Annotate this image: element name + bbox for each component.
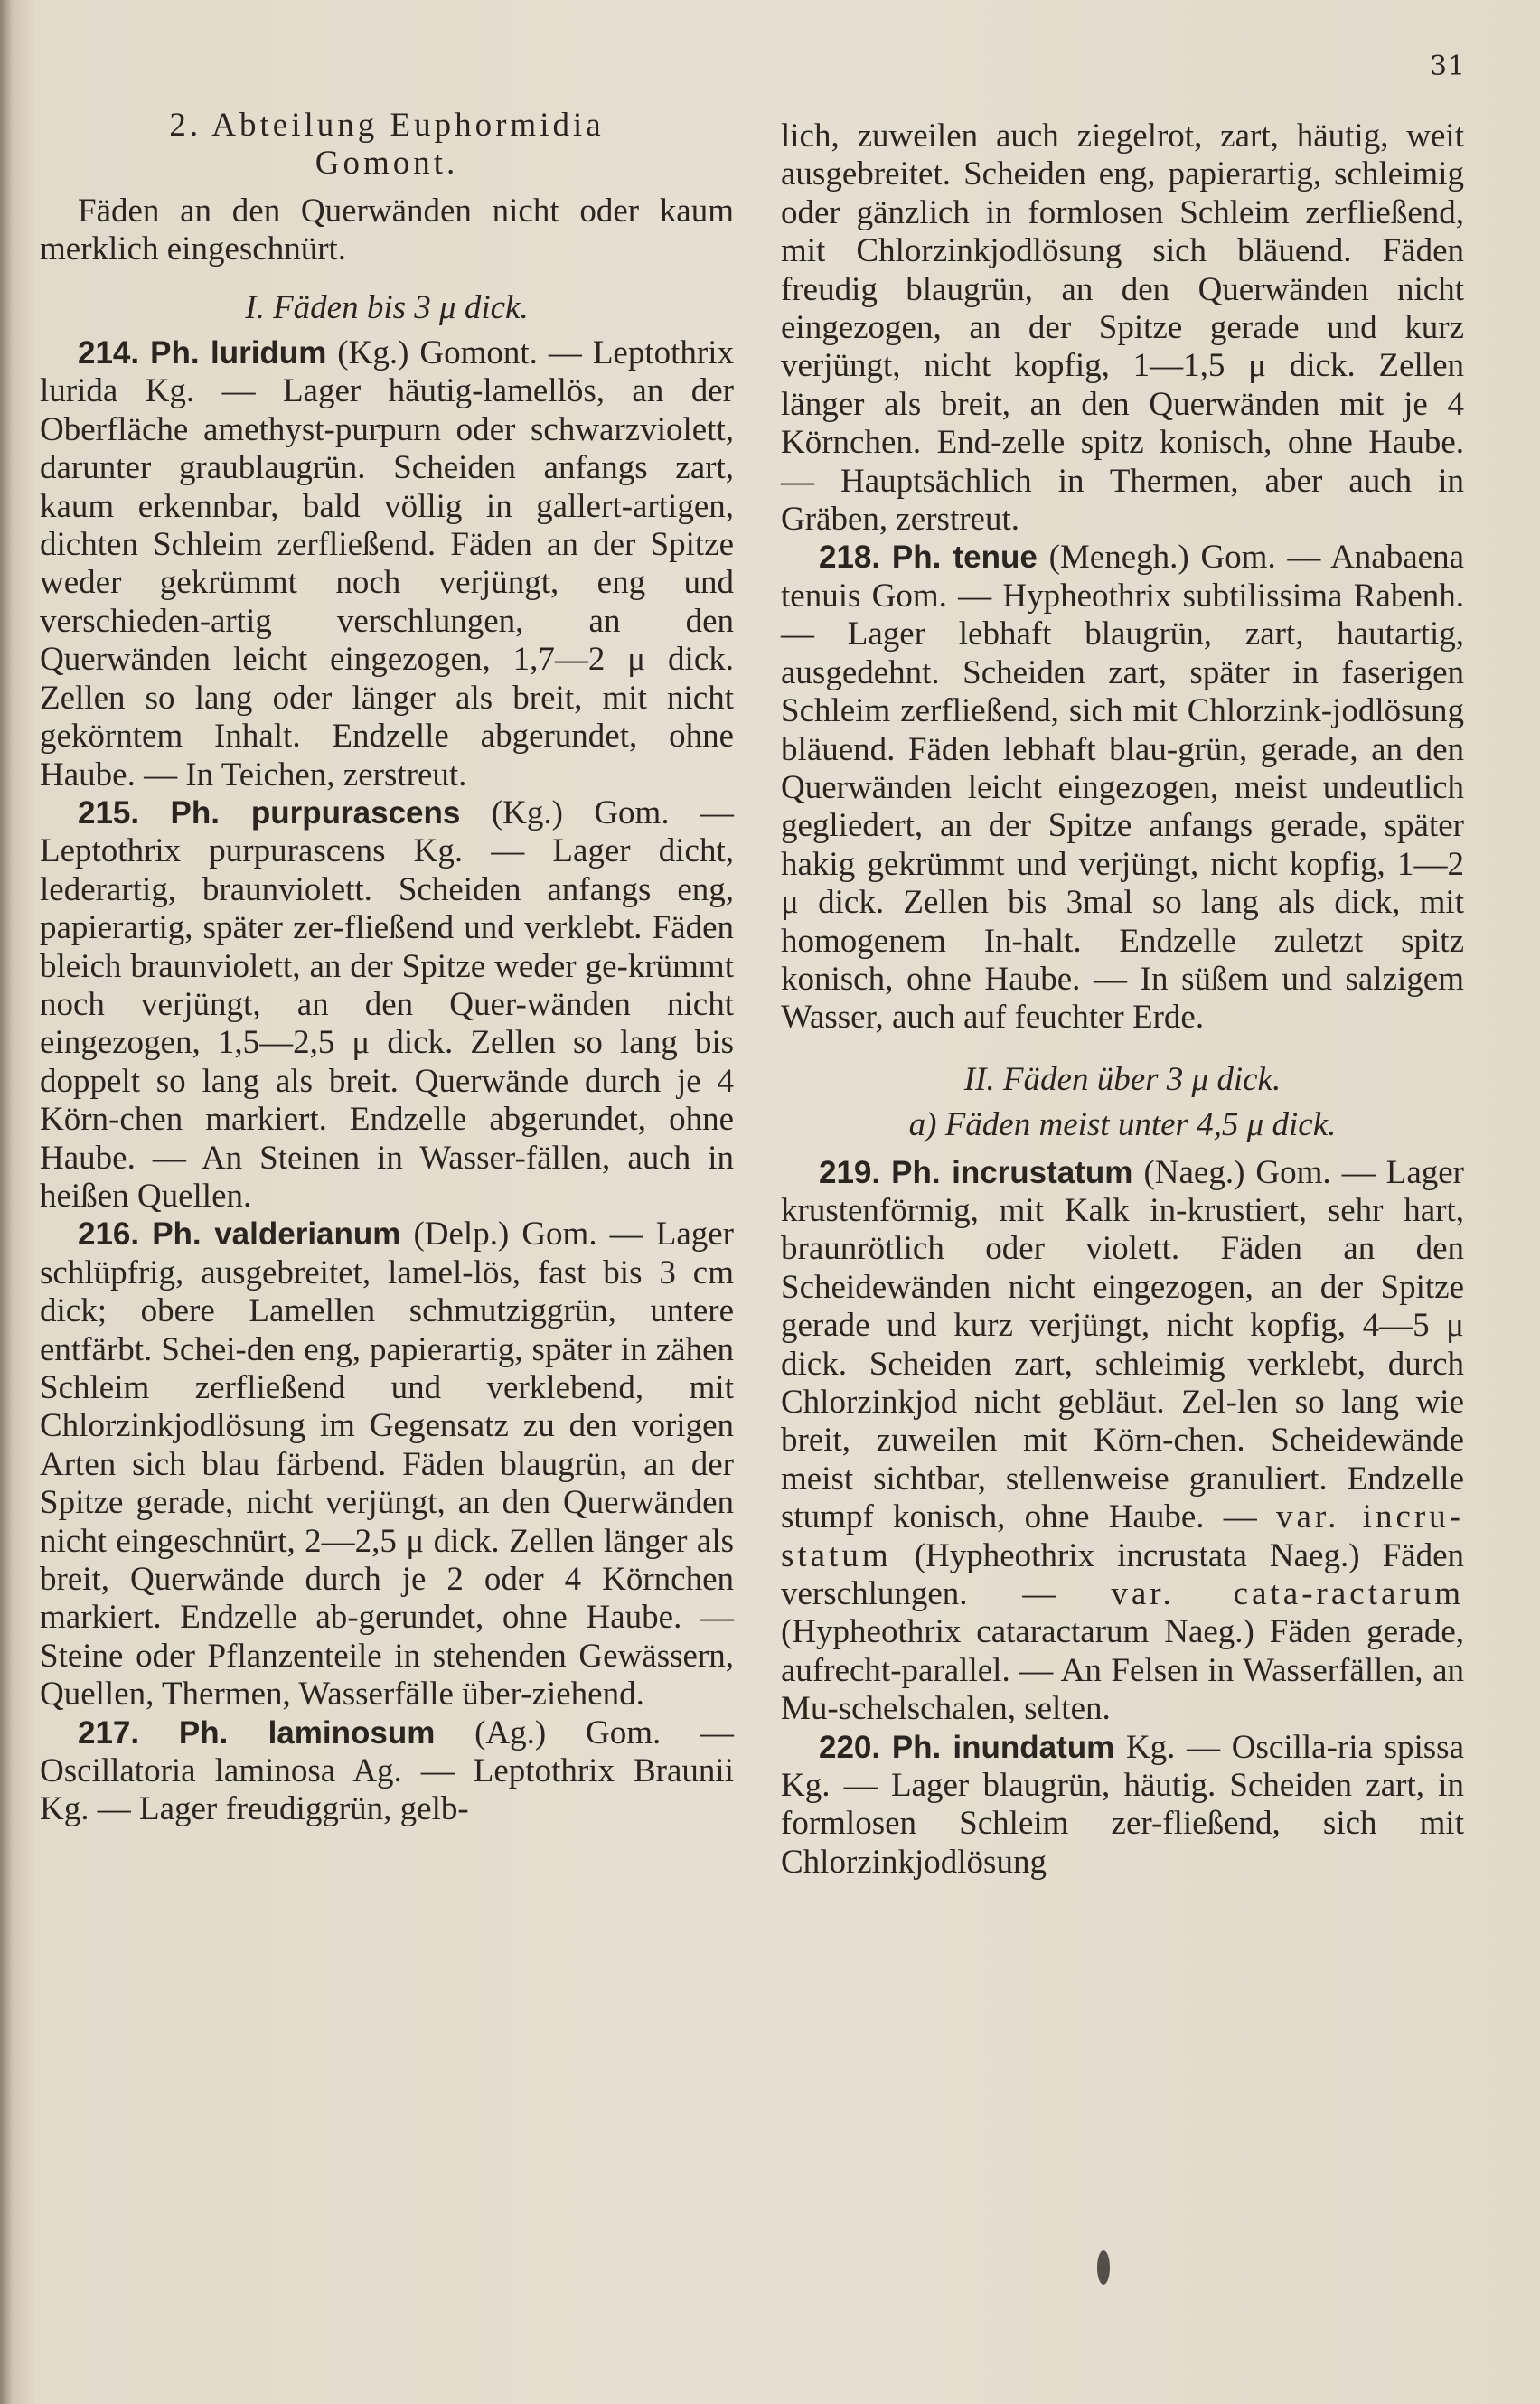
left-column: [40, 99, 734, 1829]
entry-text: (Hypheothrix incrustata Naeg.) Fäden verschlungen. —: [781, 1536, 1464, 1613]
variety-label: var. incru-statum: [781, 1498, 1465, 1574]
section-intro: Fäden an den Querwänden nicht oder kaum merklich eingeschnürt.: [40, 192, 734, 268]
entry-number: 219.: [819, 1154, 881, 1190]
taxon-name: Ph. purpurascens: [170, 794, 461, 831]
taxon-name: Ph. tenue: [891, 540, 1038, 576]
entry-text: (Menegh.) Gom. — Anabaena tenuis Gom. — Hypheothrix subtilissima Rabenh. — Lager lebhaft blaugrün, zart, hautartig, ausgedehnt. Scheiden zart, später in faserigen Schleim zerfließend, sich mit Chlorzink-jodlösung bläuend. Fäden lebhaft blau-grün, gerade, an den Querwänden leicht eingezogen, meist undeutlich gegliedert, an der Spitze anfangs gerade, später hakig gekrümmt und verjüngt, nicht kopfig, 1—2 μ dick. Zellen bis 3mal so lang als dick, mit homogenem In-halt. Endzelle zuletzt spitz konisch, ohne Haube. — In süßem und salzigem Wasser, auch auf feuchter Erde.: [781, 539, 1464, 1037]
section-title-line2: Gomont.: [315, 145, 459, 183]
entry-text: Kg. — Oscilla-ria spissa Kg. — Lager blaugrün, häutig. Scheiden zart, in formlosen Schleim zer-fließend, sich mit Chlorzinkjodlösung: [781, 1728, 1464, 1881]
spacer: [781, 1038, 1464, 1061]
taxon-name: Ph. inundatum: [891, 1729, 1115, 1765]
taxon-name: Ph. valderianum: [152, 1216, 401, 1253]
entry-216: [40, 1216, 734, 1714]
taxon-name: Ph. luridum: [150, 335, 327, 371]
entry-text: (Ag.) Gom. — Oscillatoria laminosa Ag. — Leptothrix Braunii Kg. — Lager freudiggrün, gelb-: [40, 1714, 734, 1828]
ink-smudge: [1097, 2250, 1110, 2285]
entry-217-continuation: lich, zuweilen auch ziegelrot, zart, häutig, weit ausgebreitet. Scheiden eng, papierartig, schleimig oder gänzlich in formlosen Schleim zerfließend, mit Chlorzinkjodlösung sich bläuend. Fäden freudig blaugrün, an den Querwänden nicht eingezogen, an der Spitze gerade und kurz verjüngt, nicht kopfig, 1—1,5 μ dick. Zellen länger als breit, an den Querwänden mit je 4 Körnchen. End-zelle spitz konisch, ohne Haube. — Hauptsächlich in Thermen, aber auch in Gräben, zerstreut.: [781, 117, 1464, 539]
entry-219: [781, 1154, 1464, 1729]
entry-number: 220.: [819, 1729, 881, 1765]
entry-text: (Kg.) Gom. — Leptothrix purpurascens Kg. — Lager dicht, lederartig, braunviolett. Scheiden anfangs eng, papierartig, später zer-fließend und verklebt. Fäden bleich braunviolett, an der Spitze weder ge-krümmt noch verjüngt, an den Quer-wänden nicht eingezogen, 1,5—2,5 μ dick. Zellen so lang bis doppelt so lang als breit. Querwände durch je 4 Körn-chen markiert. Endzelle abgerundet, ohne Haube. — An Steinen in Wasser-fällen, auch in heißen Quellen.: [40, 794, 734, 1215]
entry-214: [40, 334, 734, 794]
subheading-thick-filaments: II. Fäden über 3 μ dick.: [963, 1060, 1282, 1098]
page-number: 31: [1429, 51, 1466, 82]
subheading-thin-filaments: I. Fäden bis 3 μ dick.: [245, 288, 529, 326]
entry-number: 217.: [78, 1714, 140, 1751]
taxon-name: Ph. laminosum: [178, 1714, 436, 1751]
taxon-name: Ph. incrustatum: [891, 1154, 1133, 1190]
subheading-under-4-5: a) Fäden meist unter 4,5 μ dick.: [908, 1106, 1337, 1144]
section-heading: [40, 107, 734, 183]
variety-label: var. cata-ractarum: [1111, 1575, 1464, 1613]
entry-text: (Naeg.) Gom. — Lager krustenförmig, mit Kalk in-krustiert, sehr hart, braunrötlich oder violett. Fäden an den Scheidewänden nicht eingezogen, an der Spitze gerade und kurz verjüngt, nicht kopfig, 4—5 μ dick. Scheiden zart, schleimig verklebt, durch Chlorzinkjod nicht gebläut. Zel-len so lang wie breit, zuweilen mit Körn-chen. Scheidewände meist sichtbar, stellenweise granuliert. Endzelle stumpf konisch, ohne Haube. —: [781, 1153, 1465, 1536]
entry-text: (Hypheothrix cataractarum Naeg.) Fäden gerade, aufrecht-parallel. — An Felsen in Wasserfällen, an Mu-schelschalen, selten.: [781, 1613, 1464, 1728]
right-column: [781, 117, 1464, 1882]
entry-218: [781, 539, 1464, 1037]
entry-number: 218.: [819, 540, 881, 576]
entry-215: [40, 794, 734, 1216]
entry-217: [40, 1714, 734, 1829]
entry-number: 216.: [78, 1216, 140, 1253]
entry-220: [781, 1729, 1464, 1883]
entry-text: (Delp.) Gom. — Lager schlüpfrig, ausgebreitet, lamel-lös, fast bis 3 cm dick; obere Lamellen schmutziggrün, untere entfärbt. Schei-den eng, papierartig, später in zähen Schleim zerfließend und verklebend, mit Chlorzinkjodlösung im Gegensatz zu den vorigen Arten sich blau färbend. Fäden blaugrün, an der Spitze gerade, nicht verjüngt, an den Querwänden nicht eingeschnürt, 2—2,5 μ dick. Zellen länger als breit, Querwände durch je 2 oder 4 Körnchen markiert. Endzelle ab-gerundet, ohne Haube. — Steine oder Pflanzenteile in stehenden Gewässern, Quellen, Thermen, Wasserfälle über-ziehend.: [40, 1216, 734, 1714]
entry-number: 214.: [78, 335, 140, 371]
entry-text: (Kg.) Gomont. — Leptothrix lurida Kg. — Lager häutig-lamellös, an der Oberfläche amethyst-purpurn oder schwarzviolett, darunter graublaugrün. Scheiden anfangs zart, kaum erkennbar, bald völlig in gallert-artigen, dichten Schleim zerfließend. Fäden an der Spitze weder gekrümmt noch verjüngt, eng und verschieden-artig verschlungen, an den Querwänden leicht eingezogen, 1,7—2 μ dick. Zellen so lang oder länger als breit, mit nicht gekörntem Inhalt. Endzelle abgerundet, ohne Haube. — In Teichen, zerstreut.: [40, 334, 735, 794]
section-title-line1: 2. Abteilung Euphormidia: [169, 107, 605, 144]
entry-number: 215.: [78, 794, 140, 831]
